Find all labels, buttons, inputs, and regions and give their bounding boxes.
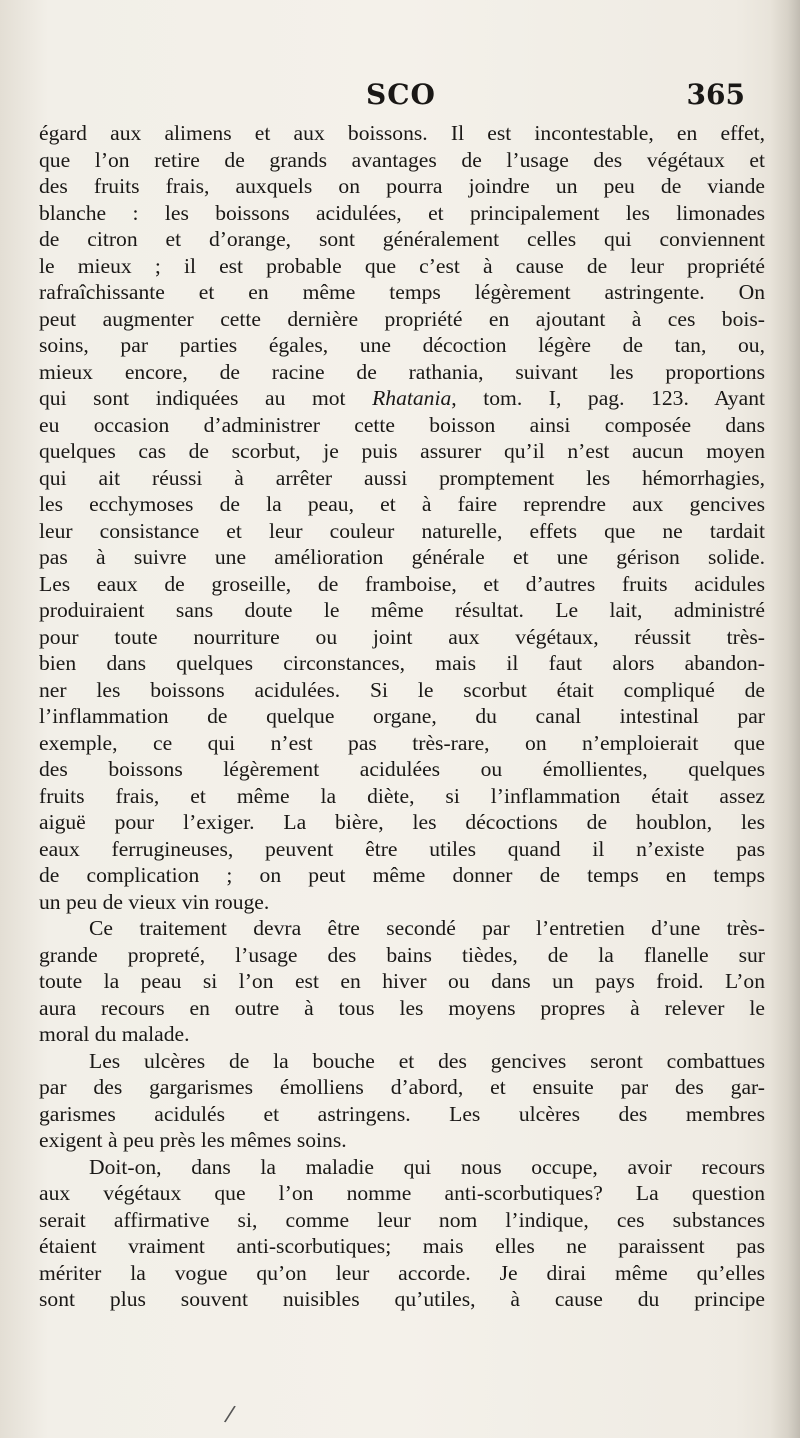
text-line: Les eaux de groseille, de framboise, et d’autres fruits acidules — [39, 571, 765, 596]
paragraph-start-line: Les ulcères de la bouche et des gencives seront combattues — [89, 1048, 765, 1073]
text-line: ner les boissons acidulées. Si le scorbut était compliqué de — [39, 677, 765, 702]
text-line: aura recours en outre à tous les moyens propres à relever le — [39, 995, 765, 1020]
text-line: des boissons légèrement acidulées ou émollientes, quelques — [39, 757, 765, 781]
text-line: égard aux alimens et aux boissons. Il est incontestable, en effet, — [39, 121, 765, 145]
text-line: les ecchymoses de la peau, et à faire reprendre aux gencives — [39, 492, 765, 516]
text-line: aux végétaux que l’on nomme anti-scorbutiques? La question — [39, 1181, 765, 1205]
body-text — [39, 120, 765, 1313]
text-line: de citron et d’orange, sont généralement celles qui conviennent — [39, 227, 765, 251]
text-line: grande propreté, l’usage des bains tièdes, de la flanelle sur — [39, 942, 765, 967]
text-line: qui sont indiquées au mot Rhatania, tom. I, pag. 123. Ayant — [39, 386, 765, 410]
text-line: leur consistance et leur couleur naturelle, effets que ne tardait — [39, 518, 765, 543]
stray-ink-mark: / — [222, 1401, 237, 1428]
page-gutter-shadow — [770, 0, 800, 1438]
text-line: des fruits frais, auxquels on pourra joindre un peu de viande — [39, 174, 765, 198]
text-line: pas à suivre une amélioration générale et une gérison solide. — [39, 545, 765, 569]
running-head: SCO — [366, 78, 436, 111]
paragraph-start-line: Ce traitement devra être secondé par l’entretien d’une très- — [89, 916, 765, 940]
text-line: produiraient sans doute le même résultat. Le lait, administré — [39, 598, 765, 622]
text-line: par des gargarismes émolliens d’abord, et ensuite par des gar- — [39, 1075, 765, 1099]
text-line: qui ait réussi à arrêter aussi promptement les hémorrhagies, — [39, 465, 765, 490]
text-line: toute la peau si l’on est en hiver ou dans un pays froid. L’on — [39, 969, 765, 993]
text-line: serait affirmative si, comme leur nom l’indique, ces substances — [39, 1207, 765, 1232]
text-line: garismes acidulés et astringens. Les ulcères des membres — [39, 1101, 765, 1126]
text-line: fruits frais, et même la diète, si l’inflammation était assez — [39, 783, 765, 808]
text-line: eaux ferrugineuses, peuvent être utiles quand il n’existe pas — [39, 836, 765, 861]
text-line: soins, par parties égales, une décoction légère de tan, ou, — [39, 333, 765, 357]
text-line: mieux encore, de racine de rathania, suivant les proportions — [39, 359, 765, 384]
text-line: pour toute nourriture ou joint aux végétaux, réussit très- — [39, 624, 765, 649]
paragraph-end-line: un peu de vieux vin rouge. — [39, 889, 270, 914]
text-line: l’inflammation de quelque organe, du canal intestinal par — [39, 704, 765, 728]
italic-term: Rhatania — [372, 386, 452, 410]
paragraph-start-line: Doit-on, dans la maladie qui nous occupe, avoir recours — [89, 1154, 765, 1179]
text-line: quelques cas de scorbut, je puis assurer qu’il n’est aucun moyen — [39, 439, 765, 463]
paragraph-end-line: exigent à peu près les mêmes soins. — [39, 1128, 347, 1152]
text-line: bien dans quelques circonstances, mais il faut alors abandon- — [39, 651, 765, 675]
page-header — [150, 78, 745, 118]
text-line: exemple, ce qui n’est pas très-rare, on n’emploierait que — [39, 730, 765, 755]
text-line: eu occasion d’administrer cette boisson ainsi composée dans — [39, 412, 765, 437]
text-line: que l’on retire de grands avantages de l’usage des végétaux et — [39, 147, 765, 172]
text-line: le mieux ; il est probable que c’est à cause de leur propriété — [39, 253, 765, 278]
page-number: 365 — [686, 78, 745, 111]
text-line: sont plus souvent nuisibles qu’utiles, à cause du principe — [39, 1287, 765, 1311]
text-line: rafraîchissante et en même temps légèrement astringente. On — [39, 280, 765, 304]
text-line: étaient vraiment anti-scorbutiques; mais elles ne paraissent pas — [39, 1234, 765, 1258]
text-line: de complication ; on peut même donner de temps en temps — [39, 863, 765, 887]
text-line: peut augmenter cette dernière propriété en ajoutant à ces bois- — [39, 306, 765, 331]
paragraph-end-line: moral du malade. — [39, 1022, 190, 1046]
text-line: mériter la vogue qu’on leur accorde. Je dirai même qu’elles — [39, 1260, 765, 1285]
text-line: blanche : les boissons acidulées, et principalement les limonades — [39, 200, 765, 225]
text-line: aiguë pour l’exiger. La bière, les décoctions de houblon, les — [39, 810, 765, 834]
